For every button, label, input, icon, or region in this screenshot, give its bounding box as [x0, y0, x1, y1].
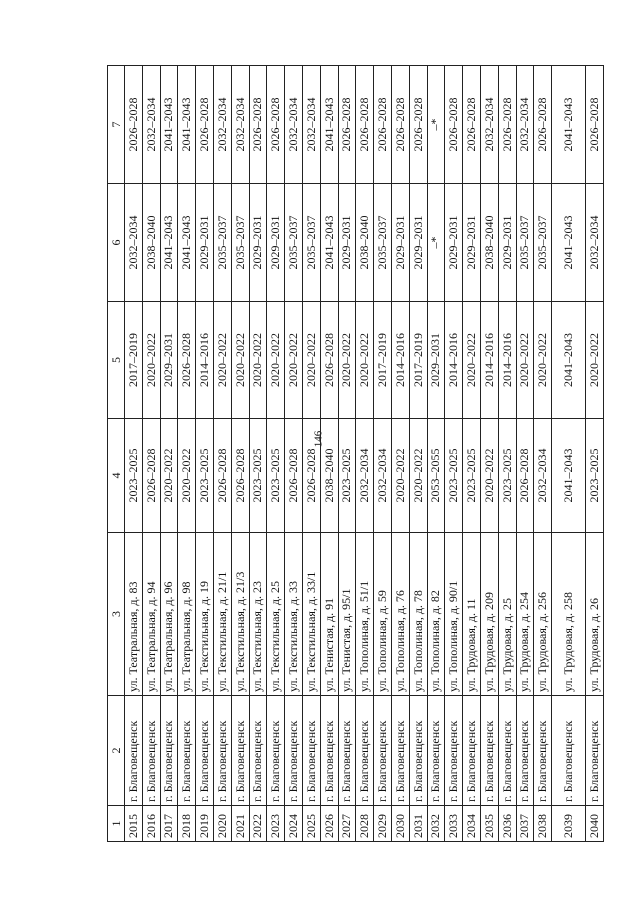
table-cell: г. Благовещенск [356, 696, 374, 806]
table-cell: 2038 [534, 806, 552, 842]
table-cell: 2020–2022 [534, 302, 552, 419]
table-row [142, 66, 160, 842]
table-cell: 2030 [391, 806, 409, 842]
table-cell: 2020–2022 [463, 302, 481, 419]
table-cell: 2041–2043 [552, 66, 586, 184]
table-cell: 2023–2025 [267, 419, 285, 533]
table-cell: 2026–2028 [249, 66, 267, 184]
table-cell: 2020–2022 [516, 302, 534, 419]
table-cell: 2029–2031 [427, 302, 445, 419]
table-body [108, 66, 604, 842]
table-cell: г. Благовещенск [552, 696, 586, 806]
table-cell: ул. Текстильная, д. 19 [196, 533, 214, 696]
table-cell: 2029–2031 [498, 184, 516, 302]
header-cell: 5 [108, 302, 125, 419]
table-cell: 2026–2028 [196, 66, 214, 184]
table-cell: ул. Тополиная, д. 78 [409, 533, 427, 696]
table-cell: 2026–2028 [231, 419, 249, 533]
table-cell: 2027 [338, 806, 356, 842]
table-row [552, 66, 586, 842]
table-cell: 2032–2034 [125, 184, 143, 302]
table-cell: г. Благовещенск [516, 696, 534, 806]
table-cell: 2035–2037 [534, 184, 552, 302]
table-cell: 2034 [463, 806, 481, 842]
table-cell: 2026 [320, 806, 338, 842]
table-cell: 2029 [374, 806, 392, 842]
table-cell: 2026–2028 [409, 66, 427, 184]
table-row [480, 66, 498, 842]
table-cell: г. Благовещенск [302, 696, 320, 806]
table-cell: 2029–2031 [391, 184, 409, 302]
table-cell: 2020–2022 [249, 302, 267, 419]
table-cell: 2041–2043 [552, 419, 586, 533]
table-row [338, 66, 356, 842]
table-cell: 2041–2043 [320, 66, 338, 184]
table-cell: ул. Тенистая, д. 95/1 [338, 533, 356, 696]
table-cell: 2032–2034 [516, 66, 534, 184]
table-cell: 2023–2025 [249, 419, 267, 533]
table-cell: ул. Театральная, д. 83 [125, 533, 143, 696]
table-cell: ул. Тополиная, д. 90/1 [445, 533, 463, 696]
header-row [108, 66, 125, 842]
table-row [285, 66, 303, 842]
table-cell: ул. Текстильная, д. 21/1 [213, 533, 231, 696]
table-cell: 2032–2034 [534, 419, 552, 533]
table-cell: 2020–2022 [338, 302, 356, 419]
table-cell: ул. Трудовая, д. 258 [552, 533, 586, 696]
header-cell: 2 [108, 696, 125, 806]
table-cell: 2041–2043 [160, 66, 178, 184]
table-cell: 2014–2016 [196, 302, 214, 419]
table-cell: 2029–2031 [463, 184, 481, 302]
table-cell: 2032–2034 [302, 66, 320, 184]
table-cell: 2041–2043 [552, 184, 586, 302]
table-cell: г. Благовещенск [160, 696, 178, 806]
table-cell: 2032 [427, 806, 445, 842]
table-row [534, 66, 552, 842]
page-number: 146 [312, 430, 325, 448]
table-cell: ул. Трудовая, д. 209 [480, 533, 498, 696]
table-cell: 2026–2028 [302, 419, 320, 533]
table-cell: ул. Тенистая, д. 91 [320, 533, 338, 696]
table-row [320, 66, 338, 842]
table-row [374, 66, 392, 842]
table-cell: г. Благовещенск [125, 696, 143, 806]
table-row [356, 66, 374, 842]
table-cell: 2026–2028 [267, 66, 285, 184]
table-cell: 2026–2028 [320, 302, 338, 419]
table-cell: 2036 [498, 806, 516, 842]
table-cell: 2035–2037 [302, 184, 320, 302]
table-cell: 2026–2028 [338, 66, 356, 184]
table-cell: 2032–2034 [356, 419, 374, 533]
table-cell: 2037 [516, 806, 534, 842]
table-cell: г. Благовещенск [391, 696, 409, 806]
table-cell: ул. Тополиная, д. 82 [427, 533, 445, 696]
table-cell: 2029–2031 [338, 184, 356, 302]
table-cell: 2020–2022 [160, 419, 178, 533]
table-cell: 2026–2028 [125, 66, 143, 184]
table-cell: ул. Тополиная, д. 51/1 [356, 533, 374, 696]
table-cell: г. Благовещенск [374, 696, 392, 806]
table-cell: 2032–2034 [374, 419, 392, 533]
table-row [498, 66, 516, 842]
table-cell: 2032–2034 [480, 66, 498, 184]
table-cell: 2020–2022 [391, 419, 409, 533]
table-cell: 2029–2031 [267, 184, 285, 302]
header-cell: 3 [108, 533, 125, 696]
table-cell: 2017–2019 [125, 302, 143, 419]
table-cell: ул. Текстильная, д. 25 [267, 533, 285, 696]
table-cell: 2017–2019 [374, 302, 392, 419]
header-cell: 1 [108, 806, 125, 842]
table-cell: 2035–2037 [285, 184, 303, 302]
table-cell: ул. Трудовая, д. 26 [586, 533, 604, 696]
table-cell: 2016 [142, 806, 160, 842]
table-cell: ул. Трудовая, д. 254 [516, 533, 534, 696]
table-cell: г. Благовещенск [463, 696, 481, 806]
table-row [463, 66, 481, 842]
table-cell: г. Благовещенск [320, 696, 338, 806]
table-cell: 2015 [125, 806, 143, 842]
table-cell: 2020 [213, 806, 231, 842]
table-cell: 2026–2028 [356, 66, 374, 184]
table-cell: г. Благовещенск [142, 696, 160, 806]
table-cell: г. Благовещенск [480, 696, 498, 806]
table-cell: 2014–2016 [480, 302, 498, 419]
table-cell: г. Благовещенск [249, 696, 267, 806]
table-row [196, 66, 214, 842]
table-cell: 2026–2028 [463, 66, 481, 184]
table-cell: 2029–2031 [445, 184, 463, 302]
header-cell: 6 [108, 184, 125, 302]
table-cell: 2040 [586, 806, 604, 842]
table-cell: 2038–2040 [320, 419, 338, 533]
rotated-table-container [107, 66, 602, 842]
table-wrapper [107, 66, 602, 842]
table-cell: 2017 [160, 806, 178, 842]
table-cell: 2035 [480, 806, 498, 842]
table-cell: 2020–2022 [267, 302, 285, 419]
table-cell: 2028 [356, 806, 374, 842]
table-cell: 2014–2016 [391, 302, 409, 419]
table-cell: ул. Тополиная, д. 59 [374, 533, 392, 696]
table-cell: ул. Текстильная, д. 33 [285, 533, 303, 696]
table-cell: 2026–2028 [178, 302, 196, 419]
table-cell: 2026–2028 [285, 419, 303, 533]
header-cell: 7 [108, 66, 125, 184]
table-cell: ул. Текстильная, д. 21/3 [231, 533, 249, 696]
table-cell: 2026–2028 [391, 66, 409, 184]
table-cell: 2014–2016 [445, 302, 463, 419]
table-cell: 2025 [302, 806, 320, 842]
table-cell: 2026–2028 [213, 419, 231, 533]
table-row [249, 66, 267, 842]
table-cell: 2032–2034 [142, 66, 160, 184]
table-cell: 2039 [552, 806, 586, 842]
table-cell: г. Благовещенск [196, 696, 214, 806]
table-cell: 2041–2043 [178, 66, 196, 184]
table-cell: 2038–2040 [356, 184, 374, 302]
table-cell: 2020–2022 [356, 302, 374, 419]
table-cell: 2035–2037 [213, 184, 231, 302]
table-cell: г. Благовещенск [338, 696, 356, 806]
table-cell: 2023–2025 [338, 419, 356, 533]
table-row [213, 66, 231, 842]
table-row [160, 66, 178, 842]
table-cell: 2041–2043 [552, 302, 586, 419]
table-cell: г. Благовещенск [213, 696, 231, 806]
table-cell: 2029–2031 [249, 184, 267, 302]
table-row [302, 66, 320, 842]
table-cell: 2021 [231, 806, 249, 842]
table-row [267, 66, 285, 842]
table-cell: 2026–2028 [445, 66, 463, 184]
table-cell: г. Благовещенск [586, 696, 604, 806]
table-cell: ул. Текстильная, д. 33/1 [302, 533, 320, 696]
table-cell: 2023–2025 [445, 419, 463, 533]
table-cell: –* [427, 66, 445, 184]
table-cell: 2029–2031 [196, 184, 214, 302]
table-cell: 2020–2022 [409, 419, 427, 533]
table-cell: ул. Текстильная, д. 23 [249, 533, 267, 696]
table-row [409, 66, 427, 842]
table-cell: 2014–2016 [498, 302, 516, 419]
table-cell: 2032–2034 [213, 66, 231, 184]
table-cell: ул. Театральная, д. 96 [160, 533, 178, 696]
table-cell: 2020–2022 [178, 419, 196, 533]
data-table [107, 65, 604, 842]
table-cell: 2026–2028 [534, 66, 552, 184]
table-cell: 2041–2043 [160, 184, 178, 302]
table-cell: 2035–2037 [516, 184, 534, 302]
table-row [586, 66, 604, 842]
table-cell: 2053–2055 [427, 419, 445, 533]
table-cell: 2023–2025 [498, 419, 516, 533]
table-cell: г. Благовещенск [498, 696, 516, 806]
table-cell: 2020–2022 [142, 302, 160, 419]
table-cell: г. Благовещенск [445, 696, 463, 806]
table-cell: 2017–2019 [409, 302, 427, 419]
table-row [427, 66, 445, 842]
table-cell: 2033 [445, 806, 463, 842]
table-cell: 2020–2022 [586, 302, 604, 419]
table-cell: 2026–2028 [374, 66, 392, 184]
table-cell: 2035–2037 [231, 184, 249, 302]
table-cell: 2026–2028 [498, 66, 516, 184]
table-cell: 2023–2025 [125, 419, 143, 533]
table-cell: 2018 [178, 806, 196, 842]
table-cell: г. Благовещенск [427, 696, 445, 806]
table-row [178, 66, 196, 842]
table-cell: г. Благовещенск [534, 696, 552, 806]
table-cell: 2020–2022 [285, 302, 303, 419]
table-cell: 2020–2022 [213, 302, 231, 419]
table-cell: 2023–2025 [463, 419, 481, 533]
table-cell: 2041–2043 [178, 184, 196, 302]
table-cell: 2020–2022 [302, 302, 320, 419]
table-cell: г. Благовещенск [285, 696, 303, 806]
table-cell: –* [427, 184, 445, 302]
table-cell: 2026–2028 [586, 66, 604, 184]
table-cell: 2029–2031 [409, 184, 427, 302]
table-cell: 2020–2022 [231, 302, 249, 419]
table-cell: 2020–2022 [480, 419, 498, 533]
table-cell: 2038–2040 [142, 184, 160, 302]
table-cell: 2035–2037 [374, 184, 392, 302]
table-cell: 2041–2043 [320, 184, 338, 302]
table-cell: г. Благовещенск [231, 696, 249, 806]
table-cell: г. Благовещенск [409, 696, 427, 806]
table-cell: ул. Театральная, д. 98 [178, 533, 196, 696]
table-cell: ул. Тополиная, д. 76 [391, 533, 409, 696]
table-cell: ул. Трудовая, д. 11 [463, 533, 481, 696]
table-cell: 2026–2028 [142, 419, 160, 533]
table-cell: ул. Трудовая, д. 256 [534, 533, 552, 696]
table-cell: г. Благовещенск [267, 696, 285, 806]
table-row [125, 66, 143, 842]
table-row [445, 66, 463, 842]
table-cell: 2024 [285, 806, 303, 842]
table-row [391, 66, 409, 842]
table-row [516, 66, 534, 842]
table-cell: ул. Театральная, д. 94 [142, 533, 160, 696]
table-cell: г. Благовещенск [178, 696, 196, 806]
table-cell: 2032–2034 [285, 66, 303, 184]
table-row [231, 66, 249, 842]
table-cell: 2038–2040 [480, 184, 498, 302]
table-cell: 2029–2031 [160, 302, 178, 419]
table-cell: 2023 [267, 806, 285, 842]
header-cell: 4 [108, 419, 125, 533]
table-cell: ул. Трудовая, д. 25 [498, 533, 516, 696]
table-cell: 2026–2028 [516, 419, 534, 533]
table-cell: 2023–2025 [586, 419, 604, 533]
table-cell: 2022 [249, 806, 267, 842]
table-cell: 2032–2034 [231, 66, 249, 184]
table-cell: 2019 [196, 806, 214, 842]
table-cell: 2031 [409, 806, 427, 842]
table-cell: 2032–2034 [586, 184, 604, 302]
table-cell: 2023–2025 [196, 419, 214, 533]
